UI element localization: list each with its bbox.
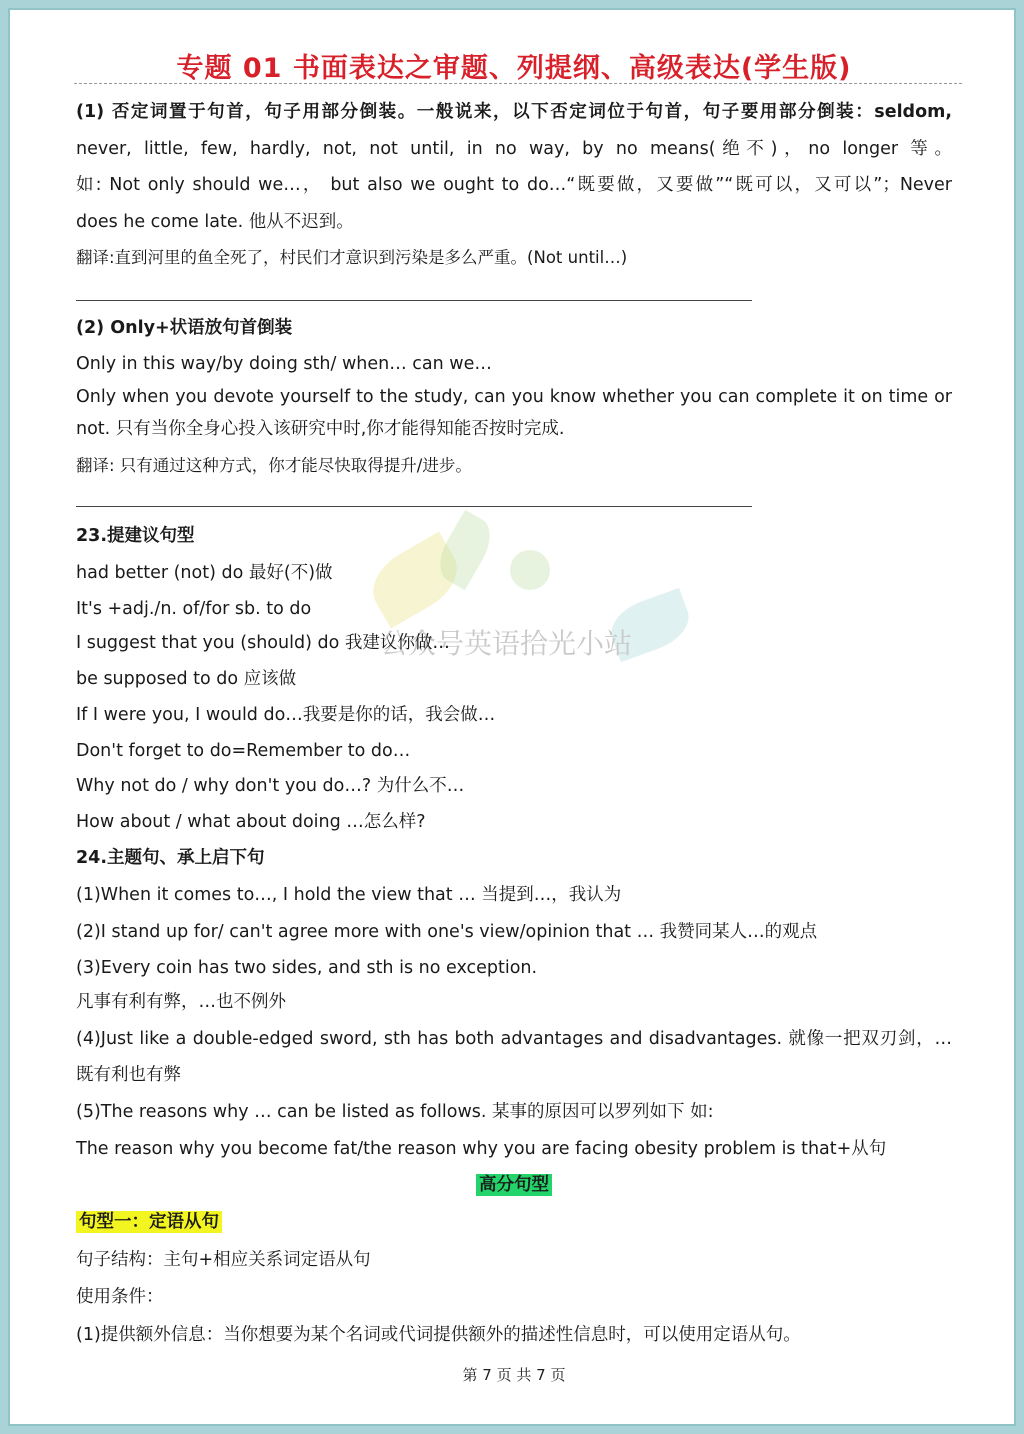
list-item: 凡事有利有弊，…也不例外 [76, 992, 286, 1012]
page-title: 专题 01 书面表达之审题、列提纲、高级表达(学生版) [176, 53, 852, 84]
list-item: How about / what about doing …怎么样? [76, 812, 426, 832]
section1-translate: 翻译:直到河里的鱼全死了，村民们才意识到污染是多么严重。(Not until…) [76, 248, 628, 267]
answer-blank-2 [76, 506, 752, 507]
list-item: (2)I stand up for/ can't agree more with one's view/opinion that … 我赞同某人…的观点 [76, 922, 818, 942]
list-item: If I were you, I would do…我要是你的话，我会做… [76, 705, 496, 725]
list-item: Don't forget to do=Remember to do… [76, 741, 411, 761]
list-item: (1)When it comes to…, I hold the view that … 当提到…，我认为 [76, 885, 622, 905]
list-item: The reason why you become fat/the reason why you are facing obesity problem is that+从句 [76, 1139, 887, 1159]
title-divider [74, 83, 962, 84]
structure-text: 句子结构：主句+相应关系词定语从句 [76, 1250, 371, 1270]
section1-line4: does he come late. 他从不迟到。 [76, 212, 354, 232]
list-item: Why not do / why don't you do…? 为什么不… [76, 776, 465, 796]
list-item: (4)Just like a double-edged sword, sth has both advantages and disadvantages. 就像一把双刃剑，… [76, 1029, 952, 1049]
section23-heading: 23.提建议句型 [76, 526, 195, 546]
section2-heading: (2) Only+状语放句首倒装 [76, 318, 293, 338]
section2-line3: not. 只有当你全身心投入该研究中时,你才能得知能否按时完成. [76, 419, 565, 439]
condition-text: 使用条件： [76, 1287, 164, 1307]
section2-translate: 翻译: 只有通过这种方式，你才能尽快取得提升/进步。 [76, 456, 472, 475]
list-item: 既有利也有弊 [76, 1065, 181, 1085]
list-item: (5)The reasons why … can be listed as follows. 某事的原因可以罗列如下 如: [76, 1102, 714, 1122]
page [8, 8, 1016, 1426]
list-item: be supposed to do 应该做 [76, 669, 297, 689]
page-footer: 第 7 页 共 7 页 [462, 1366, 566, 1384]
list-item: I suggest that you (should) do 我建议你做… [76, 633, 450, 653]
highscore-banner: 高分句型 [476, 1174, 552, 1196]
list-item: had better (not) do 最好(不)做 [76, 563, 333, 583]
type1-heading-row [76, 1210, 222, 1234]
section24-heading: 24.主题句、承上启下句 [76, 848, 265, 868]
section1-line2: never, little, few, hardly, not, not until, in no way, by no means(绝不)，no longer 等。 [76, 139, 952, 159]
list-item: (3)Every coin has two sides, and sth is no exception. [76, 958, 538, 978]
list-item: It's +adj./n. of/for sb. to do [76, 599, 312, 619]
answer-blank-1 [76, 300, 752, 301]
section2-line2: Only when you devote yourself to the study, can you know whether you can complete it on time or [76, 387, 952, 407]
section2-line1: Only in this way/by doing sth/ when… can we… [76, 354, 492, 374]
highscore-banner-row [10, 1173, 1018, 1197]
type1-heading: 句型一：定语从句 [76, 1211, 222, 1233]
leaf-decoration [510, 550, 550, 590]
section1-line3: 如: Not only should we…， but also we ought to do…“既要做，又要做”“既可以，又可以”；Never [76, 175, 952, 195]
watermark-text: 公众号英语拾光小站 [380, 627, 633, 660]
condition1-text: (1)提供额外信息：当你想要为某个名词或代词提供额外的描述性信息时，可以使用定语从句。 [76, 1325, 801, 1345]
section1-line1: (1) 否定词置于句首，句子用部分倒装。一般说来，以下否定词位于句首，句子要用部分倒装：seldom, [76, 102, 952, 122]
